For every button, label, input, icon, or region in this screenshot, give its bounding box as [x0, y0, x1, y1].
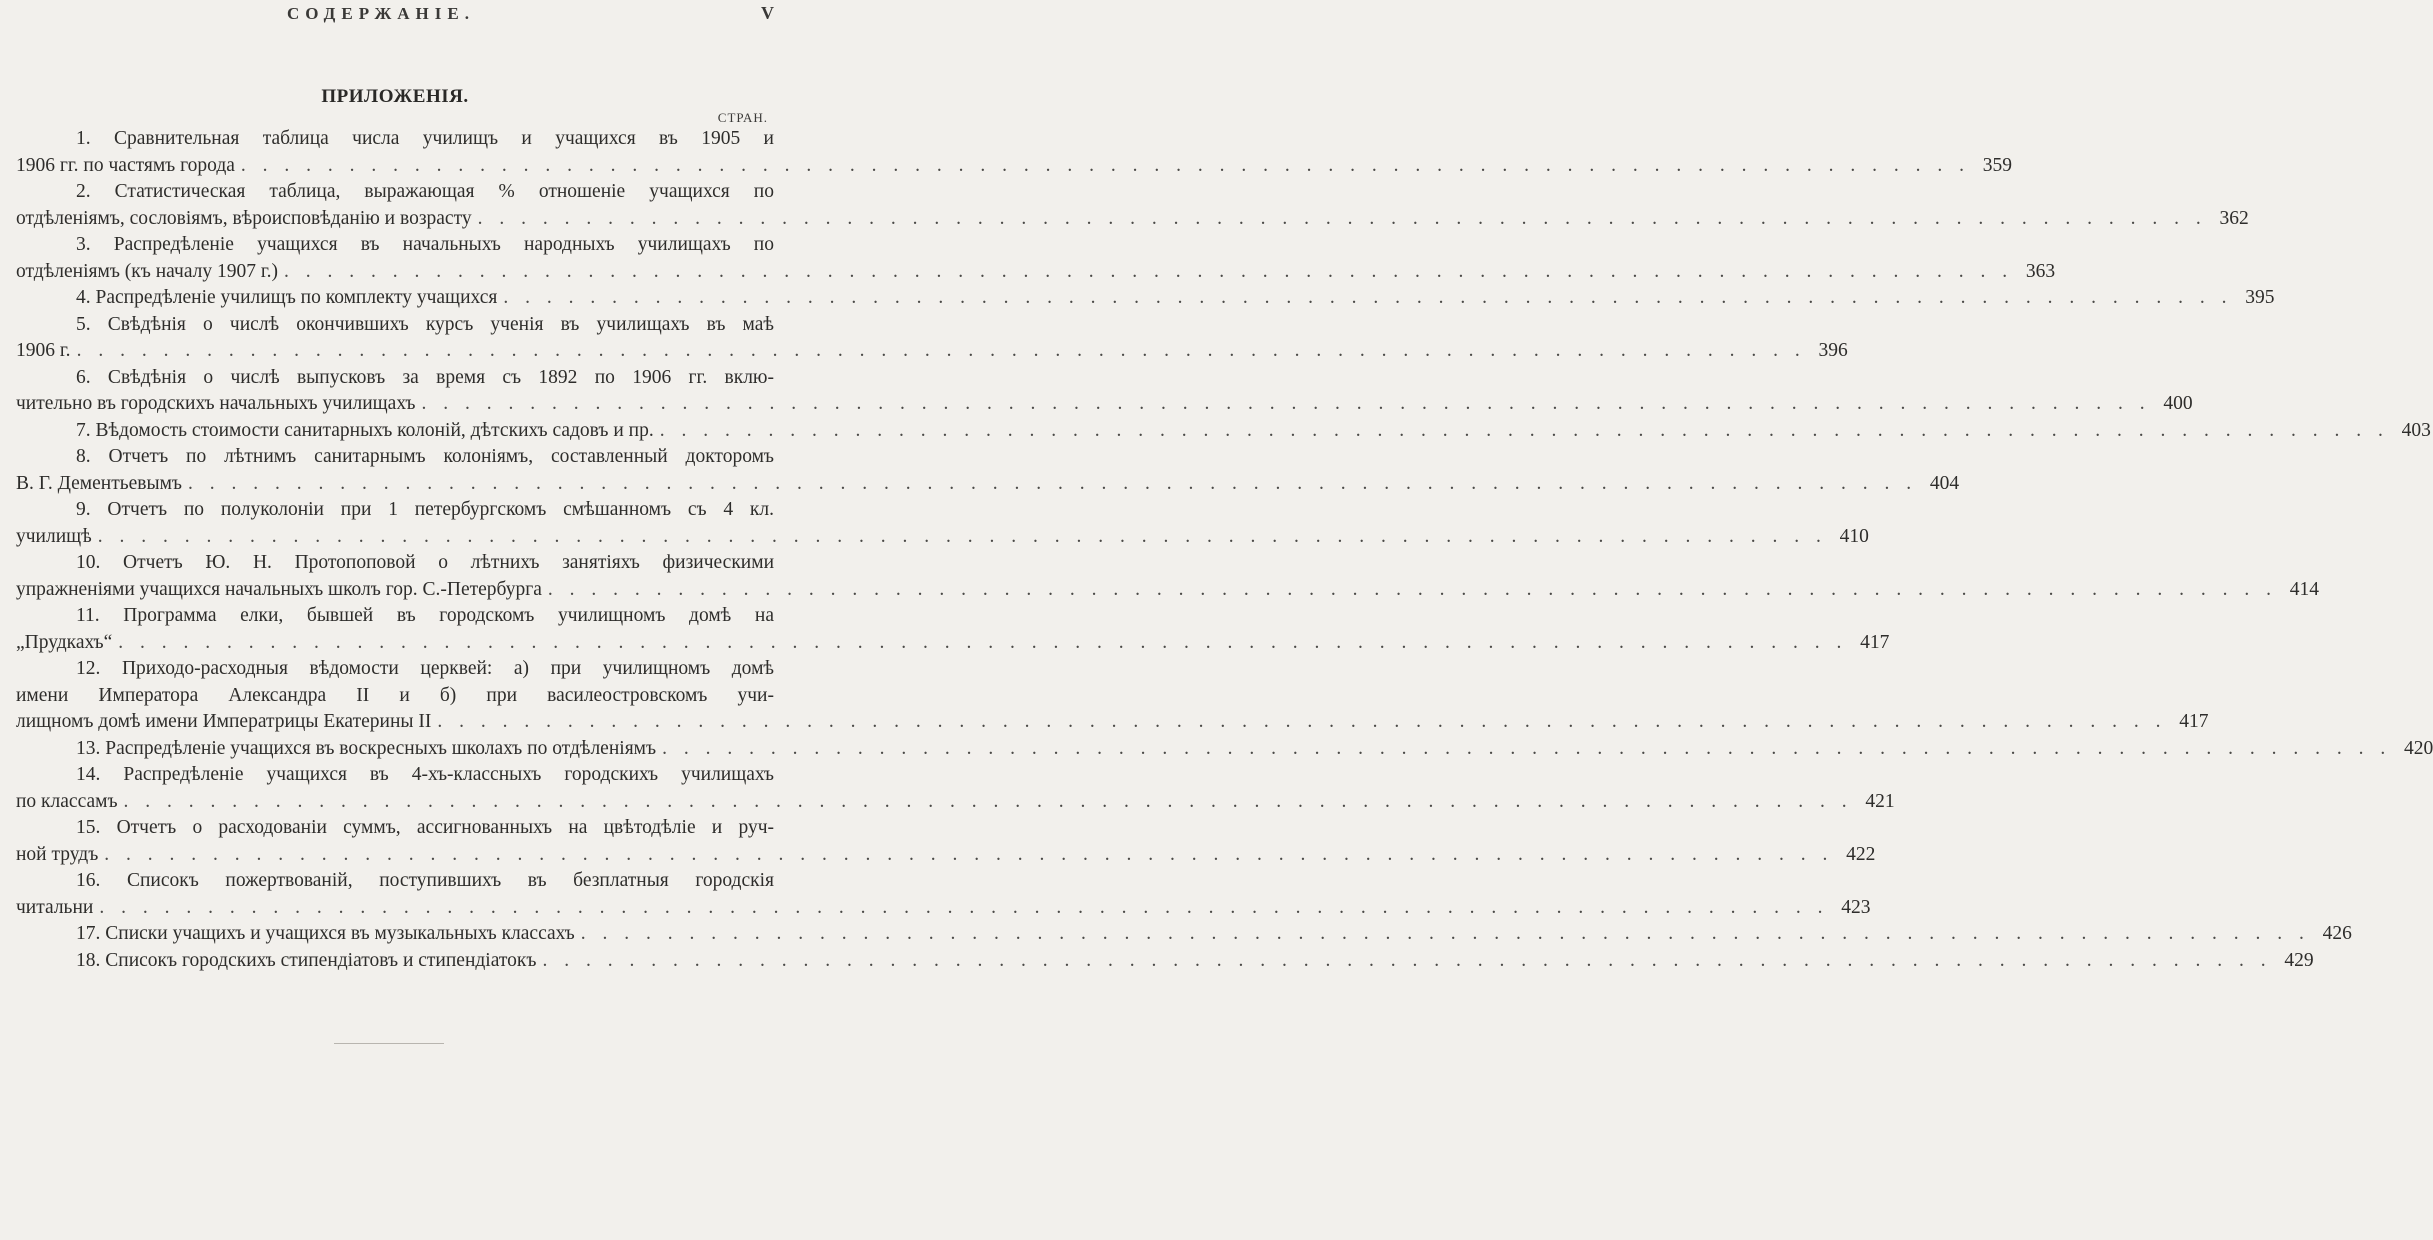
toc-entry-text-line: по классамъ — [16, 790, 118, 812]
toc-entry-page: 363 — [2025, 260, 2056, 282]
toc-entry — [16, 921, 2352, 948]
toc-entry-page: 423 — [1841, 896, 1871, 918]
toc-entry — [16, 444, 1960, 497]
toc-entry — [16, 312, 1848, 365]
toc-entry-text-line: 4. Распредѣленіе училищъ по комплекту учащихся — [76, 287, 498, 308]
leader-dots: . . . . . . . . . . . . . . . . . . . . . . . . . . . . . . . . . . . . . . . . . . . . . . . . . . . . . . . . . . . . . . . . . . . . . . . . . . . . . . . . — [477, 207, 2207, 229]
leader-dots: . . . . . . . . . . . . . . . . . . . . . . . . . . . . . . . . . . . . . . . . . . . . . . . . . . . . . . . . . . . . . . . . . . . . . . . . . . . . . . . . — [580, 923, 2310, 944]
toc-entry-text-line: 10. Отчетъ Ю. Н. Протопоповой о лѣтнихъ занятіяхъ физическими — [76, 552, 774, 573]
toc-entry-text-line: отдѣленіямъ (къ началу 1907 г.) — [16, 260, 279, 282]
leader-dots: . . . . . . . . . . . . . . . . . . . . . . . . . . . . . . . . . . . . . . . . . . . . . . . . . . . . . . . . . . . . . . . . . . . . . . . . . . . . . . . . — [104, 843, 1834, 865]
toc-entry — [16, 868, 1871, 921]
toc-entry-text-line: 7. Вѣдомость стоимости санитарныхъ колоній, дѣтскихъ садовъ и пр. — [76, 419, 654, 441]
leader-dots: . . . . . . . . . . . . . . . . . . . . . . . . . . . . . . . . . . . . . . . . . . . . . . . . . . . . . . . . . . . . . . . . . . . . . . . . . . . . . . . . — [97, 525, 1827, 547]
toc-entry-page: 420 — [2403, 737, 2433, 759]
toc-entry-text-line: 15. Отчетъ о расходованіи суммъ, ассигнованныхъ на цвѣтодѣліе и руч- — [76, 817, 774, 838]
toc-entry-text-line: 8. Отчетъ по лѣтнимъ санитарнымъ колоніямъ, составленный докторомъ — [76, 446, 774, 467]
toc-entry — [16, 762, 1895, 815]
toc-entry — [16, 736, 2433, 763]
toc-entry-text-line: 5. Свѣдѣнія о числѣ окончившихъ курсъ ученія въ училищахъ въ маѣ — [76, 313, 774, 335]
toc-entry-text-line: 11. Программа елки, бывшей въ городскомъ училищномъ домѣ на — [76, 605, 774, 626]
toc-entry-text-line: 12. Приходо-расходныя вѣдомости церквей: а) при училищномъ домѣ — [76, 658, 774, 679]
toc-entry-text-line: 3. Распредѣленіе учащихся въ начальныхъ народныхъ училищахъ по — [76, 234, 774, 255]
table-of-contents — [16, 126, 2433, 974]
toc-entry-text-line: 2. Статистическая таблица, выражающая % отношеніе учащихся по — [76, 181, 774, 202]
toc-entry-text-line: 1906 гг. по частямъ города — [16, 154, 235, 176]
toc-entry-text-line: „Прудкахъ“ — [16, 631, 113, 653]
toc-entry-page: 429 — [2284, 949, 2314, 971]
section-title: ПРИЛОЖЕНІЯ. — [321, 86, 469, 107]
toc-entry — [16, 285, 2275, 312]
toc-entry-text-line: 6. Свѣдѣнія о числѣ выпусковъ за время съ 1892 по 1906 гг. вклю- — [76, 366, 774, 388]
header-title: СОДЕРЖАНІЕ. — [287, 4, 475, 23]
leader-dots: . . . . . . . . . . . . . . . . . . . . . . . . . . . . . . . . . . . . . . . . . . . . . . . . . . . . . . . . . . . . . . . . . . . . . . . . . . . . . . . . — [421, 393, 2151, 414]
toc-entry-text-line: чительно въ городскихъ начальныхъ училищахъ — [16, 393, 416, 414]
toc-entry-text-line: 16. Списокъ пожертвованій, поступившихъ въ безплатныя городскія — [76, 870, 774, 891]
toc-entry-page: 417 — [2179, 711, 2209, 732]
leader-dots: . . . . . . . . . . . . . . . . . . . . . . . . . . . . . . . . . . . . . . . . . . . . . . . . . . . . . . . . . . . . . . . . . . . . . . . . . . . . . . . . — [437, 711, 2167, 732]
toc-entry — [16, 815, 1876, 868]
toc-entry — [16, 550, 2319, 603]
toc-entry-text-line: ной трудъ — [16, 843, 99, 865]
toc-entry — [16, 126, 2013, 179]
leader-dots: . . . . . . . . . . . . . . . . . . . . . . . . . . . . . . . . . . . . . . . . . . . . . . . . . . . . . . . . . . . . . . . . . . . . . . . . . . . . . . . . — [123, 790, 1853, 812]
page-column-label: СТРАН. — [717, 110, 768, 125]
leader-dots: . . . . . . . . . . . . . . . . . . . . . . . . . . . . . . . . . . . . . . . . . . . . . . . . . . . . . . . . . . . . . . . . . . . . . . . . . . . . . . . . — [659, 419, 2389, 441]
leader-dots: . . . . . . . . . . . . . . . . . . . . . . . . . . . . . . . . . . . . . . . . . . . . . . . . . . . . . . . . . . . . . . . . . . . . . . . . . . . . . . . . — [503, 287, 2233, 308]
header-page-number: V — [761, 3, 774, 23]
toc-entry — [16, 497, 1869, 550]
toc-entry-text-line: отдѣленіямъ, сословіямъ, вѣроисповѣданію и возрасту — [16, 207, 472, 229]
toc-entry-page: 410 — [1839, 525, 1869, 547]
toc-entry-page: 359 — [1982, 154, 2013, 176]
toc-entry — [16, 365, 2193, 418]
toc-entry-page: 400 — [2163, 393, 2193, 414]
toc-entry-page: 414 — [2289, 578, 2319, 600]
leader-dots: . . . . . . . . . . . . . . . . . . . . . . . . . . . . . . . . . . . . . . . . . . . . . . . . . . . . . . . . . . . . . . . . . . . . . . . . . . . . . . . . — [284, 260, 2014, 282]
leader-dots: . . . . . . . . . . . . . . . . . . . . . . . . . . . . . . . . . . . . . . . . . . . . . . . . . . . . . . . . . . . . . . . . . . . . . . . . . . . . . . . . — [118, 631, 1848, 653]
toc-entry-text-line: упражненіями учащихся начальныхъ школъ гор. С.-Петербурга — [16, 578, 542, 600]
toc-entry-text-line: 1. Сравнительная таблица числа училищъ и учащихся въ 1905 и — [76, 128, 774, 149]
leader-dots: . . . . . . . . . . . . . . . . . . . . . . . . . . . . . . . . . . . . . . . . . . . . . . . . . . . . . . . . . . . . . . . . . . . . . . . . . . . . . . . . — [662, 737, 2392, 759]
leader-dots: . . . . . . . . . . . . . . . . . . . . . . . . . . . . . . . . . . . . . . . . . . . . . . . . . . . . . . . . . . . . . . . . . . . . . . . . . . . . . . . . — [240, 154, 1971, 176]
leader-dots: . . . . . . . . . . . . . . . . . . . . . . . . . . . . . . . . . . . . . . . . . . . . . . . . . . . . . . . . . . . . . . . . . . . . . . . . . . . . . . . . — [542, 949, 2272, 971]
toc-entry — [16, 656, 2209, 736]
running-header — [0, 2, 790, 26]
toc-entry-page: 421 — [1865, 790, 1895, 812]
toc-entry — [16, 948, 2314, 975]
leader-dots: . . . . . . . . . . . . . . . . . . . . . . . . . . . . . . . . . . . . . . . . . . . . . . . . . . . . . . . . . . . . . . . . . . . . . . . . . . . . . . . . — [99, 896, 1829, 918]
toc-entry — [16, 179, 2249, 232]
toc-entry-page: 422 — [1846, 843, 1876, 865]
leader-dots: . . . . . . . . . . . . . . . . . . . . . . . . . . . . . . . . . . . . . . . . . . . . . . . . . . . . . . . . . . . . . . . . . . . . . . . . . . . . . . . . — [188, 472, 1918, 494]
toc-entry-page: 395 — [2245, 287, 2275, 308]
toc-entry — [16, 603, 1890, 656]
toc-entry-text-line: В. Г. Дементьевымъ — [16, 472, 183, 494]
toc-entry-text-line: 13. Распредѣленіе учащихся въ воскресныхъ школахъ по отдѣленіямъ — [76, 737, 657, 759]
toc-entry-text-line: 14. Распредѣленіе учащихся въ 4-хъ-классныхъ городскихъ училищахъ — [76, 764, 774, 785]
toc-entry-text-line: лищномъ домѣ имени Императрицы Екатерины II — [16, 711, 432, 732]
toc-entry-page: 404 — [1929, 472, 1960, 494]
toc-entry-page: 417 — [1860, 631, 1890, 653]
toc-entry-page: 362 — [2219, 207, 2249, 229]
toc-entry-page: 396 — [1818, 340, 1848, 361]
toc-entry-text-line: 17. Списки учащихъ и учащихся въ музыкальныхъ классахъ — [76, 923, 575, 944]
toc-entry-text-line: училищѣ — [16, 525, 92, 547]
toc-entry — [16, 418, 2431, 445]
toc-entry-text-line: читальни — [16, 896, 94, 918]
toc-entry-text-line: имени Императора Александра II и б) при василеостровскомъ учи- — [16, 684, 774, 706]
toc-entry-page: 403 — [2401, 419, 2431, 441]
toc-entry-text-line: 1906 г. — [16, 340, 71, 361]
toc-entry-text-line: 18. Списокъ городскихъ стипендіатовъ и стипендіатокъ — [76, 949, 537, 971]
toc-entry-page: 426 — [2322, 923, 2352, 944]
toc-entry-text-line: 9. Отчетъ по полуколоніи при 1 петербургскомъ смѣшанномъ съ 4 кл. — [76, 499, 774, 520]
closing-rule — [334, 1043, 444, 1044]
leader-dots: . . . . . . . . . . . . . . . . . . . . . . . . . . . . . . . . . . . . . . . . . . . . . . . . . . . . . . . . . . . . . . . . . . . . . . . . . . . . . . . . — [76, 340, 1806, 361]
leader-dots: . . . . . . . . . . . . . . . . . . . . . . . . . . . . . . . . . . . . . . . . . . . . . . . . . . . . . . . . . . . . . . . . . . . . . . . . . . . . . . . . — [547, 578, 2277, 600]
toc-entry — [16, 232, 2056, 285]
